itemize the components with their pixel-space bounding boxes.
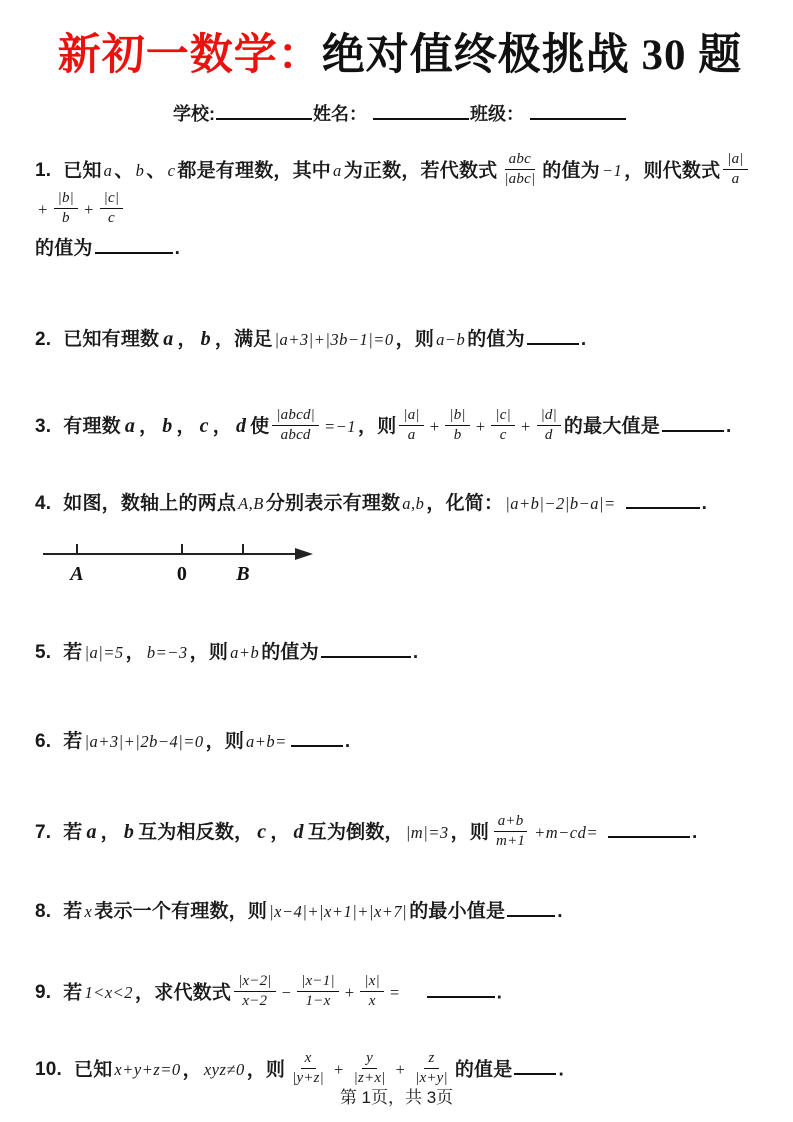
fraction-denominator: x−2 xyxy=(242,992,268,1009)
fraction-denominator: m+1 xyxy=(496,832,526,849)
math-inline: + xyxy=(428,417,441,437)
math-variable: b xyxy=(200,328,211,351)
name-label: 姓名： xyxy=(312,103,367,124)
page-title-black: 绝对值终极挑战 30 题 xyxy=(321,32,743,79)
fraction-numerator: |b| xyxy=(445,406,469,426)
math-fraction xyxy=(411,1049,452,1088)
problem-text: ，则 xyxy=(189,642,229,664)
problem-item xyxy=(35,485,765,588)
math-fraction xyxy=(350,1049,390,1088)
math-inline: |m|=3 xyxy=(405,823,449,843)
fraction-numerator: x xyxy=(301,1049,316,1069)
problem-text: . xyxy=(496,982,503,1004)
problem-text: ，则代数式 xyxy=(624,160,721,182)
problem-number: 1. xyxy=(35,160,52,182)
problem-number: 9. xyxy=(35,982,52,1004)
numberline-figure xyxy=(39,538,765,588)
class-label: 班级： xyxy=(470,103,524,124)
page-title xyxy=(35,28,765,84)
math-variable: a xyxy=(86,821,97,844)
problem-text: ， xyxy=(182,1059,202,1081)
school-field xyxy=(173,100,313,126)
math-variable: c xyxy=(257,821,267,844)
problem-text: 已知 xyxy=(63,160,102,182)
fraction-numerator: |a| xyxy=(723,150,747,170)
fraction-denominator: |z+x| xyxy=(353,1069,386,1086)
fraction-numerator: y xyxy=(362,1049,377,1069)
answer-blank xyxy=(514,1054,556,1076)
fraction-denominator: |abc| xyxy=(504,170,536,187)
problem-text: ，满足 xyxy=(214,329,273,351)
math-inline: b xyxy=(135,161,145,181)
answer-blank xyxy=(662,410,724,432)
problem-text: 如图，数轴上的两点 xyxy=(63,493,237,515)
problem-item xyxy=(35,893,765,932)
problem-text: . xyxy=(580,329,587,351)
fraction-numerator: a+b xyxy=(494,812,528,832)
spacer xyxy=(600,837,606,838)
problem-text: . xyxy=(692,822,698,844)
fraction-numerator: |x| xyxy=(360,972,384,992)
math-inline: + xyxy=(333,1060,345,1080)
math-inline: x xyxy=(84,902,93,922)
math-fraction xyxy=(54,189,78,228)
fraction-numerator: |d| xyxy=(537,406,561,426)
problem-text: ， xyxy=(139,416,159,438)
problem-text: ，则 xyxy=(205,731,245,753)
math-inline: + xyxy=(83,200,95,220)
math-fraction xyxy=(288,1049,328,1088)
problem-text: 的值是 xyxy=(454,1059,513,1081)
fraction-denominator: 1−x xyxy=(305,992,331,1009)
problem-text: 使 xyxy=(250,416,270,438)
fraction-denominator: b xyxy=(61,209,70,226)
problem-text: 已知 xyxy=(74,1059,113,1081)
math-fraction xyxy=(100,189,124,228)
math-fraction xyxy=(445,406,469,445)
name-blank xyxy=(373,100,469,120)
fraction-numerator: |b| xyxy=(54,189,78,209)
problem-number: 2. xyxy=(35,329,52,351)
math-inline: |a|=5 xyxy=(84,643,124,663)
math-inline: a,b xyxy=(402,494,425,514)
math-variable: b xyxy=(162,415,173,438)
problem-text: 的值为 xyxy=(35,238,93,260)
problem-number: 5. xyxy=(35,642,52,664)
math-fraction xyxy=(492,812,529,851)
student-info-line xyxy=(35,100,765,126)
math-inline: + xyxy=(519,417,532,437)
math-inline: + xyxy=(394,1060,407,1080)
math-variable: b xyxy=(123,821,135,844)
math-fraction xyxy=(537,406,561,445)
math-inline: −1 xyxy=(601,161,623,181)
math-inline: =−1 xyxy=(323,417,356,437)
name-field xyxy=(313,100,470,126)
problem-text: 有理数 xyxy=(63,416,121,438)
math-variable: d xyxy=(235,415,247,438)
math-inline: a+b xyxy=(230,643,260,663)
problem-text: 的值为 xyxy=(261,642,319,664)
problem-text: ， xyxy=(212,416,232,438)
problem-text: . xyxy=(412,642,419,664)
problem-item xyxy=(35,406,765,447)
math-fraction xyxy=(399,406,423,445)
school-blank xyxy=(216,100,312,120)
problem-number: 3. xyxy=(35,416,52,438)
svg-text:B: B xyxy=(236,563,250,586)
problem-item xyxy=(35,319,765,360)
math-inline: b=−3 xyxy=(146,643,188,663)
problem-text: ，则 xyxy=(246,1059,286,1081)
math-inline: = xyxy=(388,983,401,1003)
page-footer: 第 1页，共 3页 xyxy=(339,1088,454,1107)
problem-text: 、 xyxy=(146,160,166,182)
spacer xyxy=(618,508,624,509)
math-inline: |a+3|+|3b−1|=0 xyxy=(274,330,394,350)
problem-text: ， xyxy=(177,329,197,351)
math-variable: c xyxy=(199,415,209,438)
problem-text: 的最小值是 xyxy=(409,901,506,923)
problem-text: ，则 xyxy=(358,416,397,438)
problem-text: 的值为 xyxy=(542,160,600,182)
problem-item xyxy=(35,634,765,673)
problem-text: ， xyxy=(125,642,145,664)
school-label: 学校: xyxy=(172,103,215,124)
problem-text: . xyxy=(344,731,351,753)
answer-blank xyxy=(291,725,343,747)
problem-text: 若 xyxy=(63,731,83,753)
problem-text: ，则 xyxy=(450,822,490,844)
fraction-denominator: c xyxy=(107,209,115,226)
fraction-denominator: |x+y| xyxy=(415,1069,448,1086)
problem-text: 、 xyxy=(114,160,134,182)
math-fraction xyxy=(723,150,747,189)
problem-text: . xyxy=(725,416,732,438)
math-inline: c xyxy=(167,161,176,181)
fraction-denominator: d xyxy=(544,426,553,443)
svg-text:0: 0 xyxy=(176,563,188,586)
problem-text: . xyxy=(558,1059,564,1081)
class-blank xyxy=(530,100,626,120)
problem-number: 8. xyxy=(35,901,52,923)
problem-text: 的值为 xyxy=(467,329,525,351)
problem-text: ，求代数式 xyxy=(135,982,232,1004)
math-fraction xyxy=(491,406,515,445)
math-inline: +m−cd= xyxy=(534,823,599,843)
math-inline: a+b= xyxy=(246,732,287,752)
answer-blank xyxy=(626,487,700,509)
class-field xyxy=(470,100,627,126)
fraction-denominator: x xyxy=(368,992,376,1009)
problem-text: 互为相反数， xyxy=(138,822,254,844)
problem-list xyxy=(35,152,765,1091)
math-inline: a xyxy=(333,161,342,181)
problem-text: 已知有理数 xyxy=(63,329,160,351)
fraction-denominator: |y+z| xyxy=(292,1069,325,1086)
problem-text: ， xyxy=(176,416,196,438)
svg-text:A: A xyxy=(70,563,84,586)
arrow-right-icon xyxy=(295,548,313,560)
fraction-numerator: |x−2| xyxy=(234,972,276,992)
fraction-numerator: |a| xyxy=(399,406,423,426)
problem-text: . xyxy=(701,493,708,515)
problem-number: 6. xyxy=(35,731,52,753)
fraction-numerator: z xyxy=(424,1049,438,1069)
problem-text: ，化简： xyxy=(426,493,504,515)
math-fraction xyxy=(360,972,384,1011)
math-fraction xyxy=(500,150,539,189)
problem-text: 若 xyxy=(63,642,83,664)
math-inline: a−b xyxy=(436,330,466,350)
math-inline: x+y+z=0 xyxy=(114,1060,181,1080)
problem-text: 分别表示有理数 xyxy=(265,493,401,515)
page-title-red: 新初一数学： xyxy=(57,32,322,79)
math-inline: + xyxy=(37,200,49,220)
problem-text: ， xyxy=(100,822,120,844)
numberline-svg xyxy=(39,538,324,588)
math-inline: + xyxy=(474,417,487,437)
problem-number: 4. xyxy=(35,493,52,515)
math-inline: A,B xyxy=(238,494,264,514)
spacer xyxy=(403,997,425,998)
problem-text: . xyxy=(557,901,563,923)
problem-number: 7. xyxy=(35,822,52,844)
fraction-denominator: b xyxy=(453,426,462,443)
math-inline: xyz≠0 xyxy=(203,1060,245,1080)
answer-blank xyxy=(527,323,579,345)
answer-blank xyxy=(321,636,411,658)
math-variable: a xyxy=(163,328,174,351)
problem-text: 若 xyxy=(63,982,83,1004)
problem-text: ， xyxy=(270,822,290,844)
answer-blank xyxy=(507,895,555,917)
answer-blank xyxy=(95,232,173,254)
answer-blank xyxy=(427,976,495,998)
math-variable: d xyxy=(293,821,304,844)
problem-number: 10. xyxy=(35,1059,63,1081)
math-inline: − xyxy=(280,983,293,1003)
answer-blank xyxy=(608,816,690,838)
math-inline: + xyxy=(343,983,356,1003)
math-fraction xyxy=(234,972,276,1011)
fraction-numerator: |c| xyxy=(491,406,515,426)
problem-item xyxy=(35,812,765,853)
problem-text: 互为倒数， xyxy=(307,822,404,844)
math-variable: a xyxy=(124,415,136,438)
problem-item xyxy=(35,723,765,762)
math-inline: a xyxy=(103,161,113,181)
problem-text: . xyxy=(174,238,181,260)
math-inline: |x−4|+|x+1|+|x+7| xyxy=(269,902,408,922)
problem-item xyxy=(35,152,765,269)
math-inline: |a+3|+|2b−4|=0 xyxy=(84,732,204,752)
fraction-numerator: abc xyxy=(505,150,535,170)
math-inline: |a+b|−2|b−a|= xyxy=(505,494,616,514)
fraction-denominator: abcd xyxy=(280,426,311,443)
fraction-numerator: |c| xyxy=(100,189,124,209)
problem-text: ，则 xyxy=(395,329,435,351)
fraction-denominator: a xyxy=(731,170,740,187)
math-fraction xyxy=(297,972,339,1011)
math-inline: 1<x<2 xyxy=(84,983,134,1003)
problem-text: 若 xyxy=(63,822,83,844)
problem-text: 表示一个有理数，则 xyxy=(94,901,268,923)
fraction-denominator: a xyxy=(407,426,416,443)
fraction-denominator: c xyxy=(499,426,507,443)
problem-text: 若 xyxy=(63,901,83,923)
problem-item xyxy=(35,974,765,1013)
fraction-numerator: |abcd| xyxy=(272,406,319,426)
fraction-numerator: |x−1| xyxy=(297,972,339,992)
math-fraction xyxy=(272,406,319,445)
problem-text: 为正数，若代数式 xyxy=(343,160,498,182)
problem-text: 都是有理数，其中 xyxy=(177,160,331,182)
problem-text: 的最大值是 xyxy=(563,416,660,438)
